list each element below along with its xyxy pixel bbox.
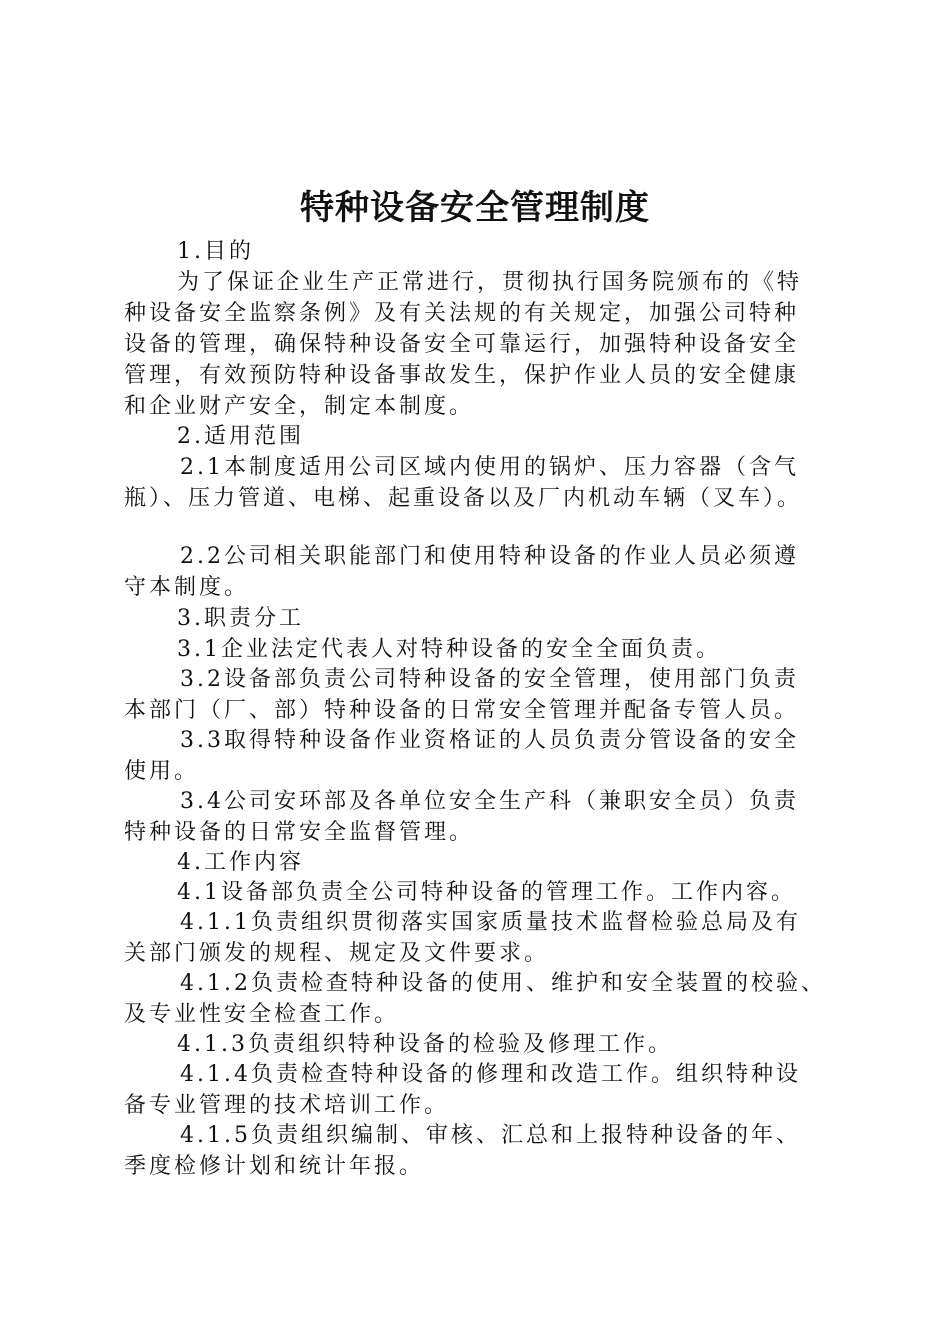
paragraph-2-1: [124, 452, 836, 514]
section-1-heading: [124, 236, 836, 267]
text-line: 关部门颁发的规程、规定及文件要求。: [124, 941, 550, 966]
document-title: 特种设备安全管理制度: [300, 188, 650, 228]
paragraph-2-2: [124, 541, 836, 603]
section-2-heading: [124, 421, 836, 452]
text-line: 4.1.2负责检查特种设备的使用、维护和安全装置的校验、: [180, 971, 826, 996]
paragraph-4-1-5: [124, 1120, 836, 1182]
text-line: 3.职责分工: [177, 606, 304, 631]
text-line: 4.1设备部负责全公司特种设备的管理工作。工作内容。: [177, 880, 796, 905]
text-line: 4.1.5负责组织编制、审核、汇总和上报特种设备的年、: [180, 1123, 801, 1148]
paragraph-4-1: [124, 877, 836, 908]
text-line: 季度检修计划和统计年报。: [124, 1154, 425, 1179]
text-line: 3.3取得特种设备作业资格证的人员负责分管设备的安全: [180, 728, 799, 753]
paragraph-purpose: [124, 267, 836, 422]
text-line: 3.2设备部负责公司特种设备的安全管理，使用部门负责: [180, 667, 799, 692]
text-line: 2.1本制度适用公司区域内使用的锅炉、压力容器（含气: [180, 455, 799, 480]
text-line: 设备的管理，确保特种设备安全可靠运行，加强特种设备安全: [124, 332, 800, 357]
text-line: 1.目的: [177, 239, 254, 264]
section-4-heading: [124, 847, 836, 878]
section-3-heading: [124, 603, 836, 634]
text-line: 及专业性安全检查工作。: [124, 1002, 400, 1027]
text-line: 管理，有效预防特种设备事故发生，保护作业人员的安全健康: [124, 363, 800, 388]
paragraph-3-4: [124, 786, 836, 848]
text-line: 守本制度。: [124, 575, 250, 600]
text-line: 4.1.4负责检查特种设备的修理和改造工作。组织特种设: [180, 1062, 801, 1087]
text-line: 2.适用范围: [177, 424, 304, 449]
text-line: 使用。: [124, 759, 200, 784]
paragraph-3-1: [124, 634, 836, 665]
text-line: 4.1.1负责组织贯彻落实国家质量技术监督检验总局及有: [180, 910, 801, 935]
paragraph-3-3: [124, 725, 836, 787]
text-line: 和企业财产安全，制定本制度。: [124, 394, 475, 419]
text-line: 特种设备的日常安全监督管理。: [124, 820, 475, 845]
text-line: 4.工作内容: [177, 850, 304, 875]
paragraph-4-1-3: [124, 1029, 836, 1060]
paragraph-4-1-1: [124, 907, 836, 969]
paragraph-4-1-2: [124, 968, 836, 1030]
text-line: 本部门（厂、部）特种设备的日常安全管理并配备专管人员。: [124, 698, 800, 723]
text-line: 3.1企业法定代表人对特种设备的安全全面负责。: [177, 637, 721, 662]
text-line: 种设备安全监察条例》及有关法规的有关规定，加强公司特种: [124, 301, 800, 326]
paragraph-3-2: [124, 664, 836, 726]
text-line: 为了保证企业生产正常进行，贯彻执行国务院颁布的《特: [177, 270, 803, 295]
paragraph-4-1-4: [124, 1059, 836, 1121]
text-line: 3.4公司安环部及各单位安全生产科（兼职安全员）负责: [180, 789, 799, 814]
text-line: 备专业管理的技术培训工作。: [124, 1093, 450, 1118]
text-line: 2.2公司相关职能部门和使用特种设备的作业人员必须遵: [180, 544, 799, 569]
text-line: 瓶）、压力管道、电梯、起重设备以及厂内机动车辆（叉车）。: [124, 486, 803, 511]
text-line: 4.1.3负责组织特种设备的检验及修理工作。: [177, 1032, 673, 1057]
